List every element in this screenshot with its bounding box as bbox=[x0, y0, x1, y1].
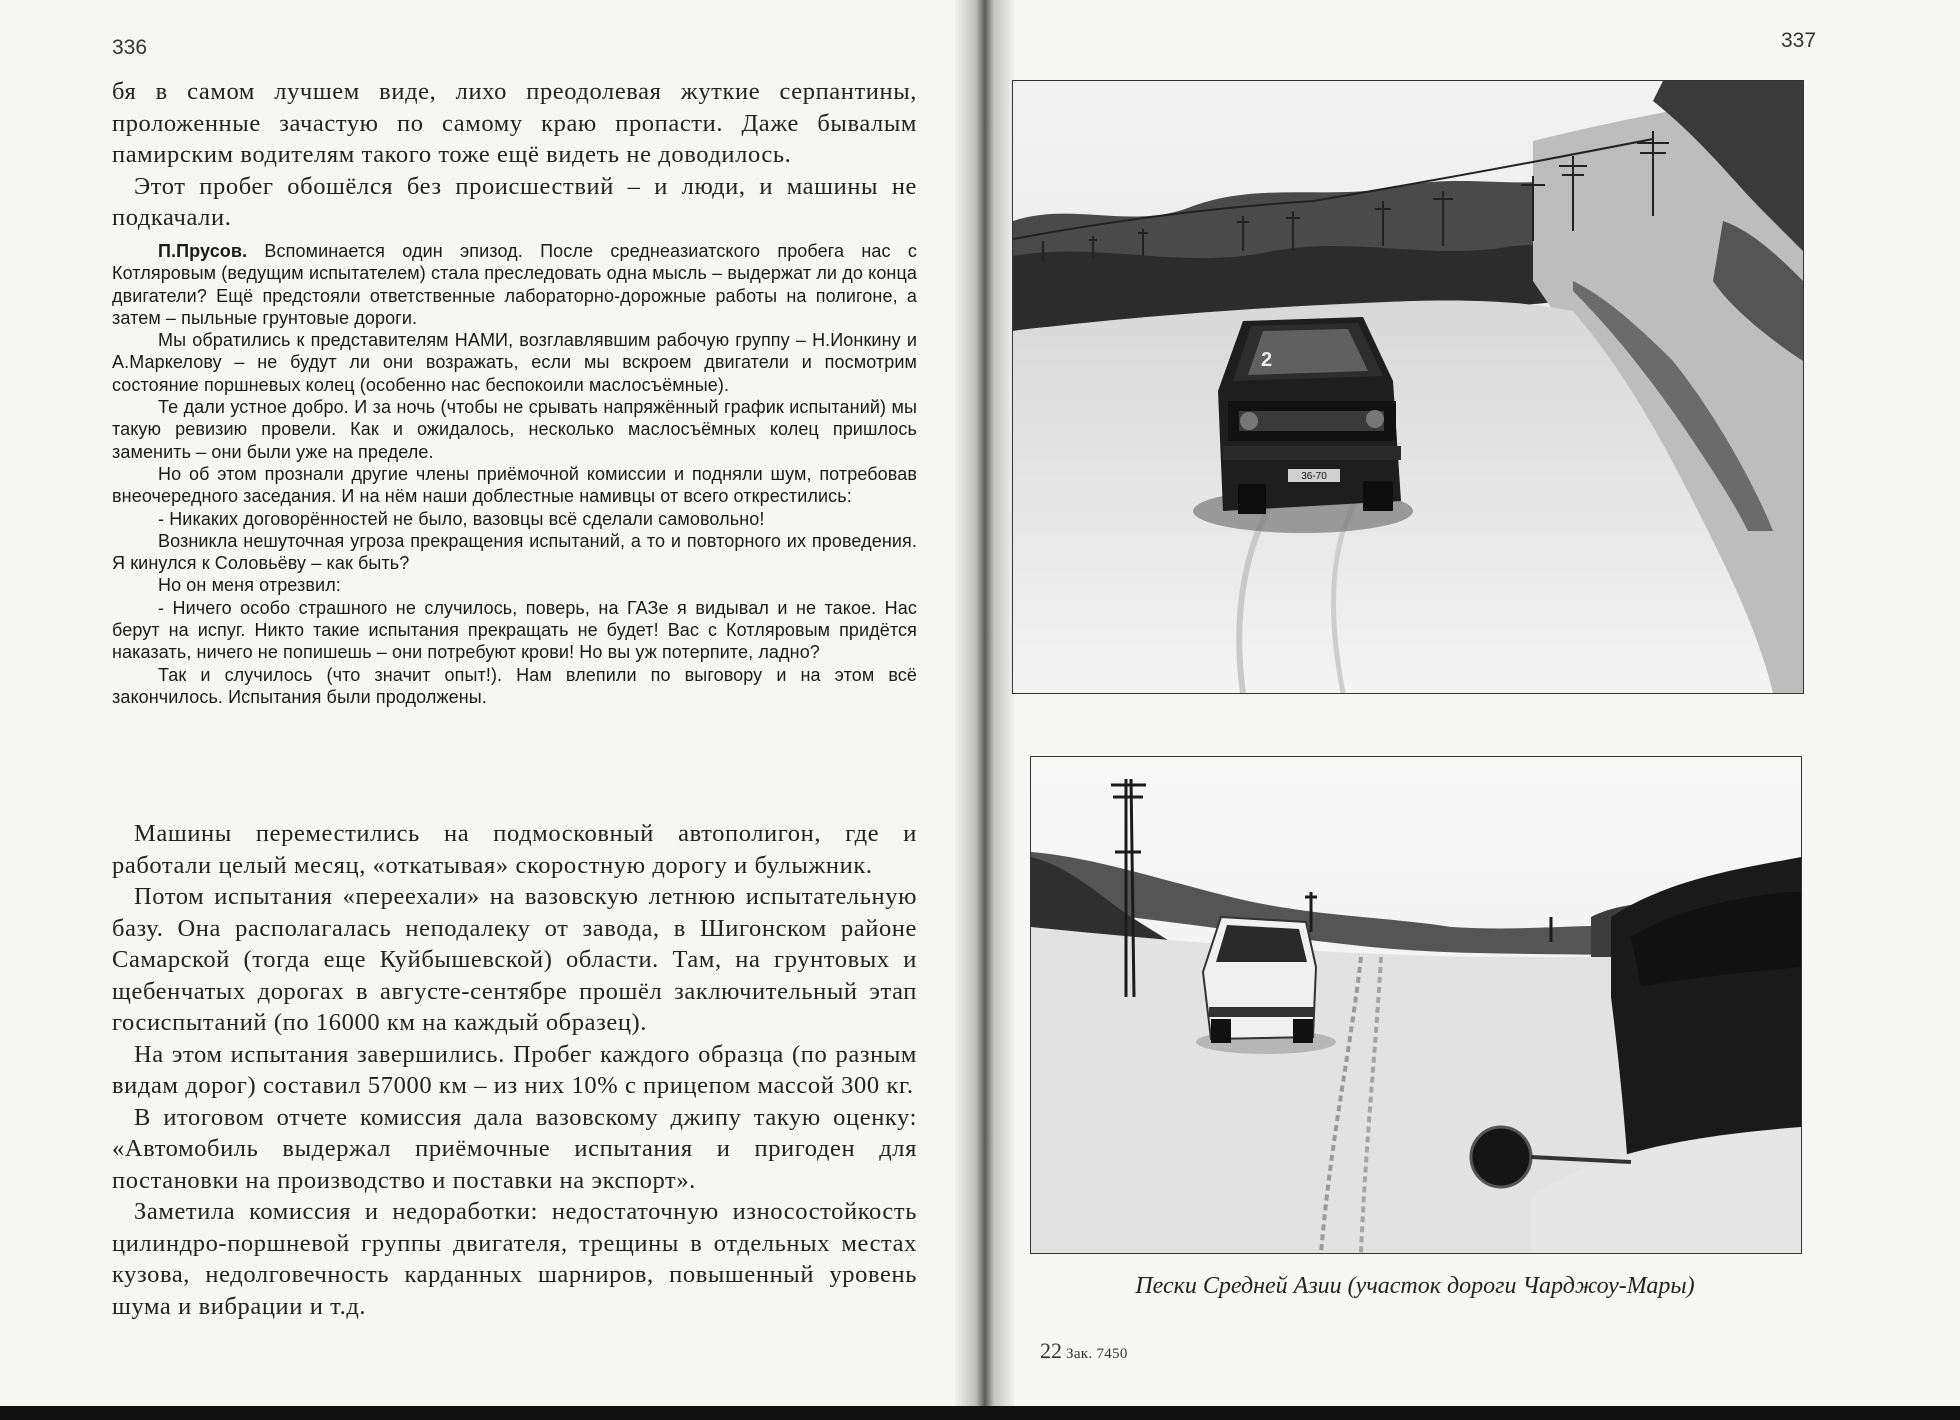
order-number: Зак. 7450 bbox=[1066, 1346, 1128, 1362]
paragraph: Потом испытания «переехали» на вазовскую летнюю испытательную базу. Она располагалась неподалеку от завода, в Шигонском районе Самарской (тогда еще Куйбышевской) области. Там, на грунтовых и щебенчатых дорогах в августе-сентябре прошёл заключительный этап госиспытаний (по 16000 км на каждый образец). bbox=[112, 883, 917, 1036]
photo-desert-road-convoy bbox=[1030, 756, 1802, 1254]
memoir-author: П.Прусов. bbox=[158, 241, 248, 261]
memoir-paragraph: Мы обратились к представителям НАМИ, возглавлявшим рабочую группу – Н.Ионкину и А.Маркелову – не будут ли они возражать, если мы вскроем двигатели и посмотрим состояние поршневых колец (особенно нас беспокоили маслосъёмные). bbox=[112, 330, 917, 395]
memoir-paragraph: Так и случилось (что значит опыт!). Нам влепили по выговору и на этом всё закончилось. Испытания были продолжены. bbox=[112, 664, 917, 707]
memoir-block bbox=[112, 240, 917, 708]
license-plate: 36-70 bbox=[1301, 471, 1327, 482]
signature-number: 22 bbox=[1040, 1338, 1062, 1363]
page-number-left: 336 bbox=[112, 36, 148, 59]
paragraph: Машины переместились на подмосковный автополигон, где и работали целый месяц, «откатывая» скоростную дорогу и булыжник. bbox=[112, 820, 917, 879]
photo-bottom-image bbox=[1031, 757, 1801, 1253]
memoir-paragraph: Но об этом прознали другие члены приёмочной комиссии и подняли шум, потребовав внеочередного заседания. И на нём наши доблестные намивцы от всего открестились: bbox=[112, 463, 917, 507]
memoir-paragraph bbox=[112, 240, 917, 329]
paragraph: Заметила комиссия и недоработки: недостаточную износостойкость цилиндро-поршневой группы двигателя, трещины в отдельных местах кузова, недолговечность карданных шарниров, повышенный уровень шума и вибрации и т.д. bbox=[112, 1198, 917, 1320]
photo-caption: Пески Средней Азии (участок дороги Чарджоу-Мары) bbox=[1135, 1273, 1695, 1299]
main-text bbox=[112, 818, 917, 1322]
photo-top-image bbox=[1013, 81, 1803, 693]
paragraph: На этом испытания завершились. Пробег каждого образца (по разным видам дорог) составил 57000 км – из них 10% с прицепом массой 300 кг. bbox=[112, 1040, 917, 1099]
memoir-paragraph: - Никаких договорённостей не было, вазовцы всё сделали самовольно! bbox=[158, 508, 765, 529]
car-number-label: 2 bbox=[1261, 349, 1273, 371]
memoir-paragraph: Те дали устное добро. И за ночь (чтобы не срывать напряжённый график испытаний) мы такую ревизию провели. Как и ожидалось, несколько маслосъёмных колец пришлось заменить – они были уже на пределе. bbox=[112, 397, 917, 462]
memoir-text: Вспоминается один эпизод. После среднеазиатского пробега нас с Котляровым (ведущим испытателем) стала преследовать одна мысль – выдержат ли до конца двигатели? Ещё предстояли ответственные лабораторно-дорожные работы на полигоне, а затем – пыльные грунтовые дороги. bbox=[112, 241, 917, 328]
printer-mark bbox=[1040, 1338, 1128, 1364]
scan-edge bbox=[0, 1406, 1960, 1420]
photo-niva-on-sand-road bbox=[1012, 80, 1804, 694]
page-number-right: 337 bbox=[1781, 29, 1817, 52]
book-gutter bbox=[955, 0, 1015, 1408]
paragraph: В итоговом отчете комиссия дала вазовскому джипу такую оценку: «Автомобиль выдержал приёмочные испытания и пригоден для постановки на производство и поставки на экспорт». bbox=[112, 1103, 917, 1194]
memoir-paragraph: Возникла нешуточная угроза прекращения испытаний, а то и повторного их проведения. Я кинулся к Соловьёву – как быть? bbox=[112, 530, 917, 574]
memoir-paragraph: Но он меня отрезвил: bbox=[158, 575, 341, 596]
paragraph: бя в самом лучшем виде, лихо преодолевая жуткие серпантины, проложенные зачастую по самому краю пропасти. Даже бывалым памирским водителям такого тоже ещё видеть не доводилось. bbox=[112, 78, 917, 168]
intro-text bbox=[112, 76, 917, 234]
paragraph: Этот пробег обошёлся без происшествий – и люди, и машины не подкачали. bbox=[112, 172, 917, 231]
memoir-paragraph: - Ничего особо страшного не случилось, поверь, на ГАЗе я видывал и не такое. Нас берут на испуг. Никто такие испытания прекращать не будет! Вас с Котляровым придётся наказать, ничего не попишешь – они потребуют крови! Но вы уж потерпите, ладно? bbox=[112, 597, 917, 663]
